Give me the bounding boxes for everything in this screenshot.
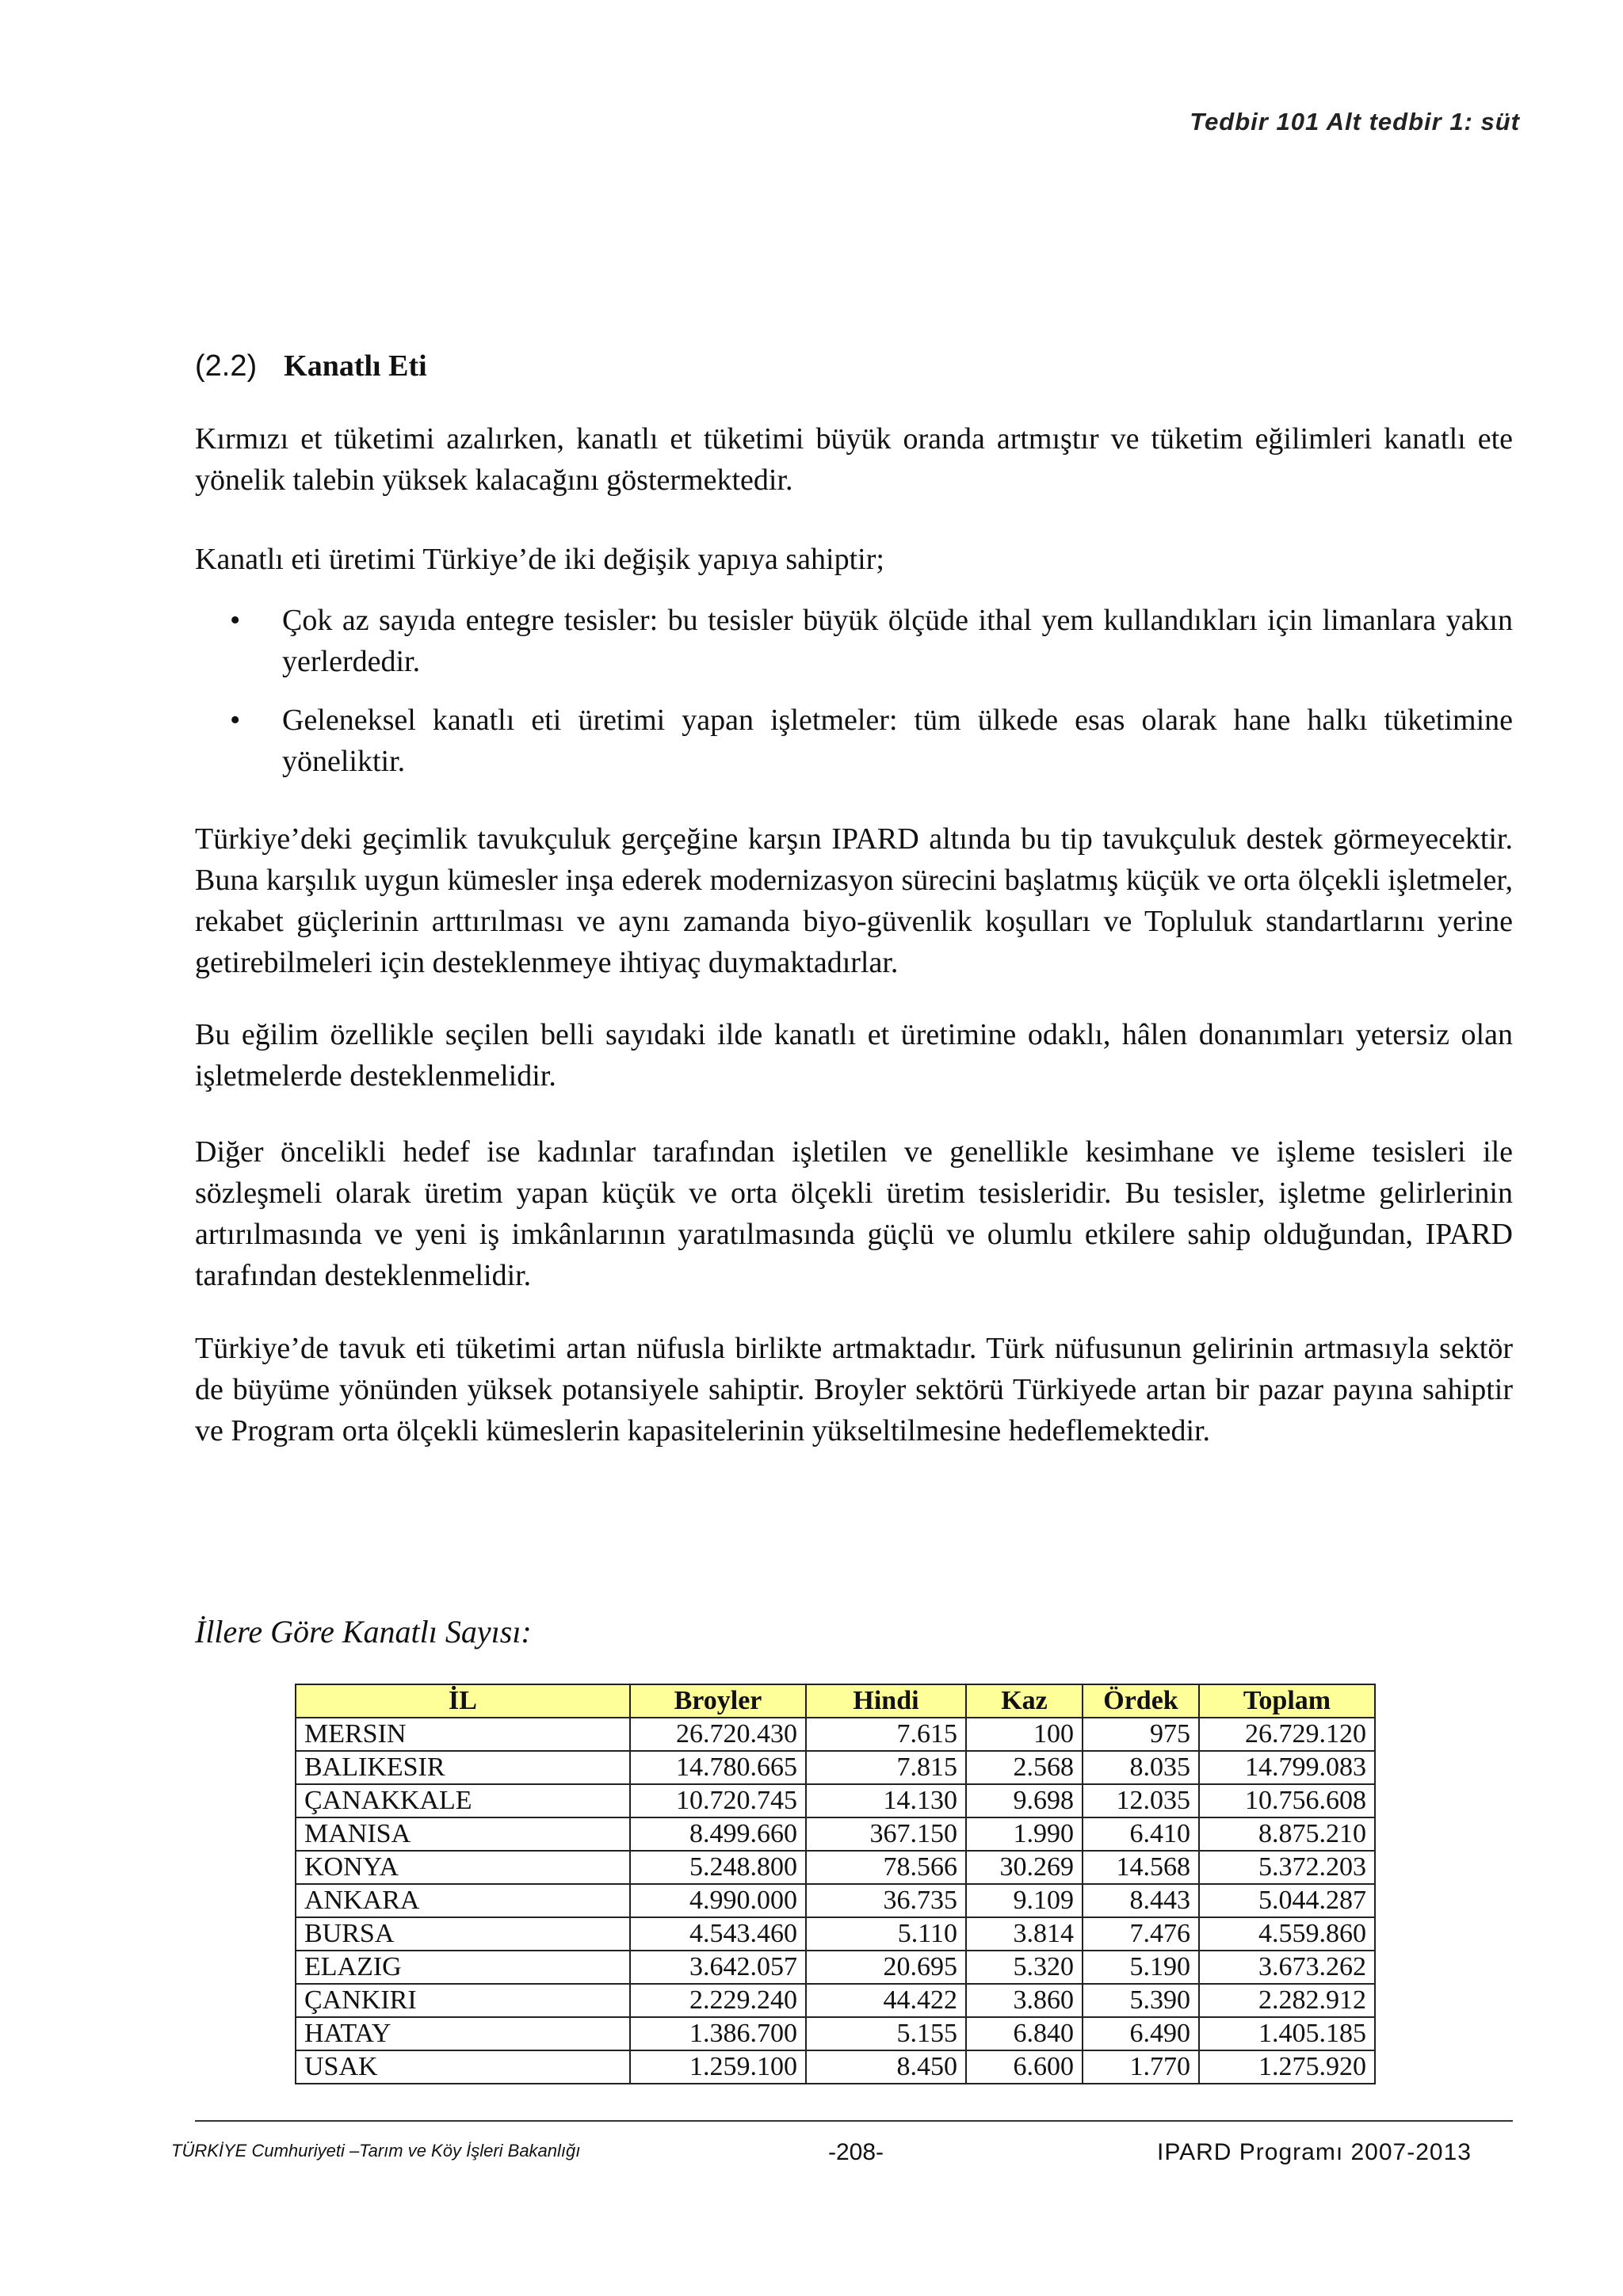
table-row	[296, 1784, 1375, 1817]
cell-broyler: 10.720.745	[630, 1784, 806, 1817]
bullet-text: Çok az sayıda entegre tesisler: bu tesisler büyük ölçüde ithal yem kullandıkları için limanlara yakın yerlerdedir.	[282, 604, 1513, 678]
cell-il: BURSA	[296, 1917, 630, 1951]
cell-kaz: 3.860	[966, 1984, 1083, 2017]
cell-il: ÇANKIRI	[296, 1984, 630, 2017]
cell-toplam: 1.405.185	[1199, 2017, 1375, 2050]
cell-ordek: 975	[1083, 1718, 1199, 1751]
cell-ordek: 6.490	[1083, 2017, 1199, 2050]
footer-ministry: TÜRKİYE Cumhuriyeti –Tarım ve Köy İşleri Bakanlığı	[171, 2141, 581, 2161]
cell-ordek: 5.190	[1083, 1951, 1199, 1984]
cell-il: USAK	[296, 2050, 630, 2084]
column-header-kaz: Kaz	[966, 1684, 1083, 1718]
paragraph-3: Türkiye’deki geçimlik tavukçuluk gerçeğine karşın IPARD altında bu tip tavukçuluk destek görmeyecektir. Buna karşılık uygun kümesler inşa ederek modernizasyon sürecini başlatmış küçük ve orta ölçekli işletmeler, rekabet güçlerinin arttırılması ve aynı zamanda biyo-güvenlik koşulları ve Topluluk standartlarını yerine getirebilmeleri için desteklenmeye ihtiyaç duymaktadırlar.	[195, 822, 1513, 979]
cell-hindi: 78.566	[806, 1851, 966, 1884]
cell-broyler: 4.543.460	[630, 1917, 806, 1951]
cell-kaz: 3.814	[966, 1917, 1083, 1951]
cell-kaz: 6.600	[966, 2050, 1083, 2084]
cell-ordek: 7.476	[1083, 1917, 1199, 1951]
cell-kaz: 9.109	[966, 1884, 1083, 1917]
cell-toplam: 26.729.120	[1199, 1718, 1375, 1751]
table-header-row	[296, 1684, 1375, 1718]
bullet-text: Geleneksel kanatlı eti üretimi yapan işletmeler: tüm ülkede esas olarak hane halkı tüketimine yöneliktir.	[282, 704, 1513, 778]
cell-hindi: 8.450	[806, 2050, 966, 2084]
cell-toplam: 4.559.860	[1199, 1917, 1375, 1951]
cell-il: BALIKESIR	[296, 1751, 630, 1784]
cell-toplam: 5.044.287	[1199, 1884, 1375, 1917]
cell-hindi: 14.130	[806, 1784, 966, 1817]
cell-toplam: 8.875.210	[1199, 1817, 1375, 1851]
cell-hindi: 5.155	[806, 2017, 966, 2050]
section-heading	[195, 349, 427, 383]
paragraph-5: Diğer öncelikli hedef ise kadınlar tarafından işletilen ve genellikle kesimhane ve işleme tesisleri ile sözleşmeli olarak üretim yapan küçük ve orta ölçekli üretim tesisleridir. Bu tesisler, işletme gelirlerinin artırılmasında ve yeni iş imkânlarının yaratılmasında güçlü ve olumlu etkilere sahip olduğundan, IPARD tarafından desteklenmelidir.	[195, 1135, 1513, 1292]
cell-ordek: 8.035	[1083, 1751, 1199, 1784]
paragraph-6: Türkiye’de tavuk eti tüketimi artan nüfusla birlikte artmaktadır. Türk nüfusunun gelirinin artmasıyla sektör de büyüme yönünden yüksek potansiyele sahiptir. Broyler sektörü Türkiyede artan bir pazar payına sahiptir ve Program orta ölçekli kümeslerin kapasitelerinin yükseltilmesine hedeflemektedir.	[195, 1332, 1513, 1447]
cell-hindi: 367.150	[806, 1817, 966, 1851]
cell-toplam: 5.372.203	[1199, 1851, 1375, 1884]
cell-hindi: 7.615	[806, 1718, 966, 1751]
poultry-table	[295, 1684, 1376, 2084]
table-row	[296, 2050, 1375, 2084]
table-row	[296, 1851, 1375, 1884]
section-number: (2.2)	[195, 349, 258, 383]
cell-ordek: 8.443	[1083, 1884, 1199, 1917]
cell-ordek: 14.568	[1083, 1851, 1199, 1884]
cell-ordek: 5.390	[1083, 1984, 1199, 2017]
cell-hindi: 5.110	[806, 1917, 966, 1951]
cell-toplam: 10.756.608	[1199, 1784, 1375, 1817]
cell-hindi: 36.735	[806, 1884, 966, 1917]
cell-toplam: 14.799.083	[1199, 1751, 1375, 1784]
cell-il: KONYA	[296, 1851, 630, 1884]
column-header-broyler: Broyler	[630, 1684, 806, 1718]
column-header-ordek: Ördek	[1083, 1684, 1199, 1718]
cell-hindi: 44.422	[806, 1984, 966, 2017]
cell-ordek: 12.035	[1083, 1784, 1199, 1817]
table-row	[296, 1917, 1375, 1951]
cell-broyler: 26.720.430	[630, 1718, 806, 1751]
table-row	[296, 1884, 1375, 1917]
table-row	[296, 1718, 1375, 1751]
cell-kaz: 6.840	[966, 2017, 1083, 2050]
column-header-toplam: Toplam	[1199, 1684, 1375, 1718]
cell-broyler: 2.229.240	[630, 1984, 806, 2017]
cell-broyler: 5.248.800	[630, 1851, 806, 1884]
footer-divider	[195, 2120, 1513, 2122]
table-row	[296, 1951, 1375, 1984]
cell-kaz: 30.269	[966, 1851, 1083, 1884]
footer-program: IPARD Programı 2007-2013	[1157, 2139, 1472, 2165]
cell-il: ELAZIG	[296, 1951, 630, 1984]
paragraph-1: Kırmızı et tüketimi azalırken, kanatlı et tüketimi büyük oranda artmıştır ve tüketim eğilimleri kanatlı ete yönelik talebin yüksek kalacağını göstermektedir.	[195, 422, 1513, 497]
cell-toplam: 1.275.920	[1199, 2050, 1375, 2084]
column-header-hindi: Hindi	[806, 1684, 966, 1718]
cell-broyler: 3.642.057	[630, 1951, 806, 1984]
cell-broyler: 1.259.100	[630, 2050, 806, 2084]
cell-broyler: 1.386.700	[630, 2017, 806, 2050]
cell-il: ÇANAKKALE	[296, 1784, 630, 1817]
cell-kaz: 1.990	[966, 1817, 1083, 1851]
table-row	[296, 1984, 1375, 2017]
running-header: Tedbir 101 Alt tedbir 1: süt	[1190, 108, 1520, 135]
cell-il: HATAY	[296, 2017, 630, 2050]
cell-kaz: 9.698	[966, 1784, 1083, 1817]
cell-kaz: 2.568	[966, 1751, 1083, 1784]
table-row	[296, 2017, 1375, 2050]
page-number: -208-	[828, 2139, 884, 2165]
cell-toplam: 3.673.262	[1199, 1951, 1375, 1984]
bullet-icon: •	[230, 604, 241, 637]
cell-il: MANISA	[296, 1817, 630, 1851]
cell-toplam: 2.282.912	[1199, 1984, 1375, 2017]
table-row	[296, 1817, 1375, 1851]
cell-ordek: 1.770	[1083, 2050, 1199, 2084]
paragraph-4: Bu eğilim özellikle seçilen belli sayıdaki ilde kanatlı et üretimine odaklı, hâlen donanımları yetersiz olan işletmelerde desteklenmelidir.	[195, 1018, 1513, 1093]
cell-il: ANKARA	[296, 1884, 630, 1917]
paragraph-2: Kanatlı eti üretimi Türkiye’de iki değişik yapıya sahiptir;	[195, 543, 884, 576]
cell-broyler: 4.990.000	[630, 1884, 806, 1917]
cell-il: MERSIN	[296, 1718, 630, 1751]
cell-ordek: 6.410	[1083, 1817, 1199, 1851]
column-header-il: İL	[296, 1684, 630, 1718]
bullet-icon: •	[230, 704, 241, 737]
cell-broyler: 14.780.665	[630, 1751, 806, 1784]
table-caption: İllere Göre Kanatlı Sayısı:	[195, 1614, 532, 1650]
cell-hindi: 20.695	[806, 1951, 966, 1984]
cell-kaz: 100	[966, 1718, 1083, 1751]
cell-kaz: 5.320	[966, 1951, 1083, 1984]
section-title: Kanatlı Eti	[284, 349, 427, 383]
cell-hindi: 7.815	[806, 1751, 966, 1784]
cell-broyler: 8.499.660	[630, 1817, 806, 1851]
table-row	[296, 1751, 1375, 1784]
